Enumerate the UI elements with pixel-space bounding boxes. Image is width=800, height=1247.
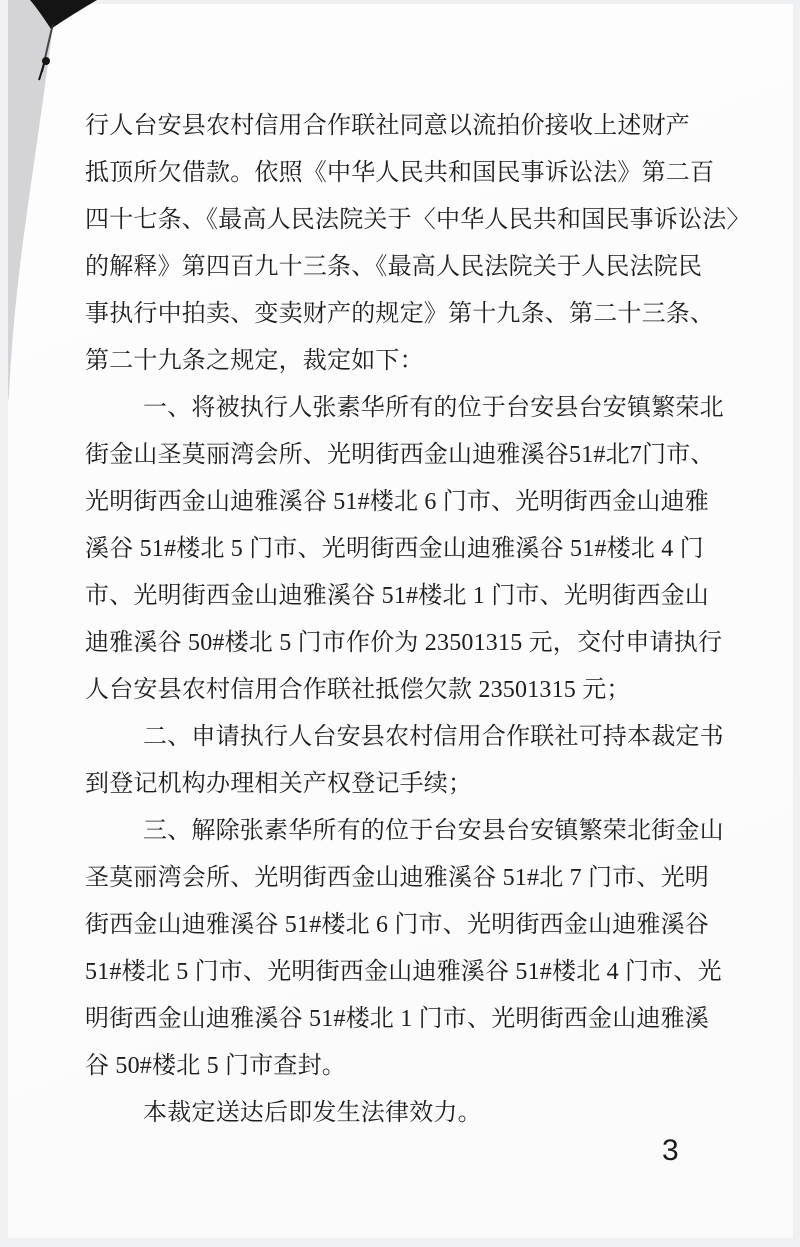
text-line-item-1-start: 一、将被执行人张素华所有的位于台安县台安镇繁荣北 — [143, 395, 724, 421]
text-line-item-2-start: 二、申请执行人台安县农村信用合作联社可持本裁定书 — [143, 724, 724, 750]
text-line: 51#楼北 5 门市、光明街西金山迪雅溪谷 51#楼北 4 门市、光 — [85, 959, 722, 985]
text-line: 四十七条、《最高人民法院关于〈中华人民共和国民事诉讼法〉 — [85, 207, 751, 233]
text-line: 明街西金山迪雅溪谷 51#楼北 1 门市、光明街西金山迪雅溪 — [85, 1006, 709, 1032]
text-line: 的解释》第四百九十三条、《最高人民法院关于人民法院民 — [85, 254, 703, 280]
text-line: 迪雅溪谷 50#楼北 5 门市作价为 23501315 元，交付申请执行 — [85, 630, 723, 656]
text-line: 人台安县农村信用合作联社抵偿欠款 23501315 元； — [85, 677, 631, 703]
text-line-closing: 本裁定送达后即发生法律效力。 — [143, 1100, 482, 1126]
text-line: 市、光明街西金山迪雅溪谷 51#楼北 1 门市、光明街西金山 — [85, 583, 709, 609]
text-line-item-3-start: 三、解除张素华所有的位于台安县台安镇繁荣北街金山 — [143, 818, 724, 844]
text-line: 谷 50#楼北 5 门市查封。 — [85, 1053, 346, 1079]
text-line: 事执行中拍卖、变卖财产的规定》第十九条、第二十三条、 — [85, 301, 715, 327]
text-line: 圣莫丽湾会所、光明街西金山迪雅溪谷 51#北 7 门市、光明 — [85, 865, 709, 891]
text-line: 街金山圣莫丽湾会所、光明街西金山迪雅溪谷51#北7门市、 — [85, 442, 715, 468]
text-line: 到登记机构办理相关产权登记手续； — [85, 771, 473, 797]
text-line: 溪谷 51#楼北 5 门市、光明街西金山迪雅溪谷 51#楼北 4 门 — [85, 536, 704, 562]
text-line: 行人台安县农村信用合作联社同意以流拍价接收上述财产 — [85, 113, 690, 139]
ruling-text-block — [85, 103, 750, 1137]
text-line: 抵顶所欠借款。依照《中华人民共和国民事诉讼法》第二百 — [85, 160, 715, 186]
page-number: 3 — [662, 1134, 679, 1167]
text-line: 光明街西金山迪雅溪谷 51#楼北 6 门市、光明街西金山迪雅 — [85, 489, 709, 515]
text-line: 街西金山迪雅溪谷 51#楼北 6 门市、光明街西金山迪雅溪谷 — [85, 912, 709, 938]
text-line: 第二十九条之规定，裁定如下： — [85, 348, 424, 374]
